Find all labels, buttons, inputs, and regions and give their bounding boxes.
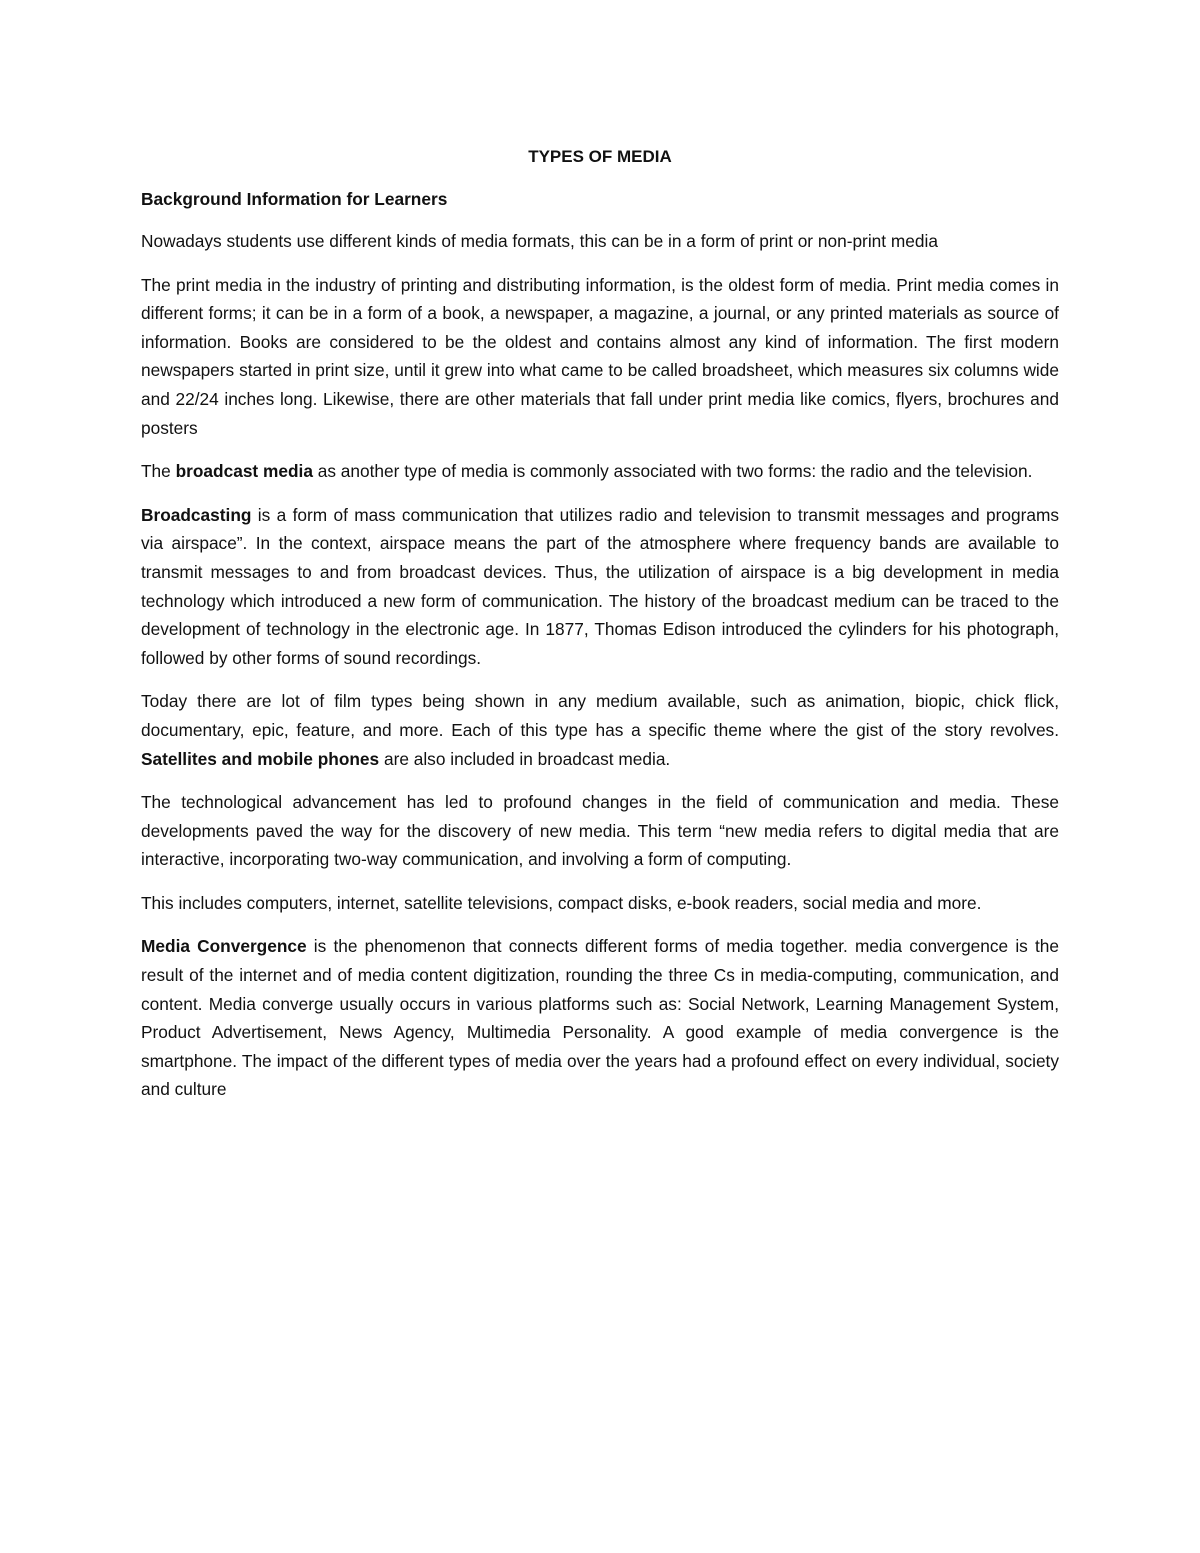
media-convergence-term: Media Convergence (141, 936, 307, 957)
broadcast-media-paragraph (141, 457, 1059, 486)
intro-paragraph: Nowadays students use different kinds of media formats, this can be in a form of print or non-print media (141, 231, 938, 251)
broadcast-rest-text: as another type of media is commonly associated with two forms: the radio and the television. (312, 461, 1033, 482)
broadcasting-paragraph (141, 501, 1059, 673)
broadcasting-term: Broadcasting (141, 504, 252, 525)
broadcast-lead-text: The (141, 461, 176, 482)
convergence-rest-text: is the phenomenon that connects different forms of media together. media convergence is the result of the internet and of media content digitization, rounding the three Cs in media-computing, communication, and content. Media converge usually occurs in various platforms such as: Social Network, Learning Management System, Product Advertisement, News Agency, Multimedia Personality. A good example of media convergence is the smartphone. The impact of the different types of media over the years had a profound effect on every individual, society and culture (141, 936, 1059, 1100)
satellites-term: Satellites and mobile phones (141, 748, 380, 769)
film-types-paragraph (141, 687, 1059, 773)
film-rest-text: are also included in broadcast media. (379, 748, 671, 769)
section-subheading: Background Information for Learners (141, 189, 448, 209)
page-title: TYPES OF MEDIA (528, 147, 672, 166)
new-media-paragraph: The technological advancement has led to profound changes in the field of communication and media. These developments paved the way for the discovery of new media. This term “new media refers to digital media that are interactive, incorporating two-way communication, and involving a form of computing. (141, 792, 1059, 870)
broadcasting-rest-text: is a form of mass communication that utilizes radio and television to transmit messages and programs via airspace”. In the context, airspace means the part of the atmosphere where frequency bands are available to transmit messages to and from broadcast devices. Thus, the utilization of airspace is a big development in media technology which introduced a new form of communication. The history of the broadcast medium can be traced to the development of technology in the electronic age. In 1877, Thomas Edison introduced the cylinders for his photograph, followed by other forms of sound recordings. (141, 504, 1059, 668)
media-convergence-paragraph (141, 932, 1059, 1104)
document-body (141, 144, 1059, 1119)
film-lead-text: Today there are lot of film types being shown in any medium available, such as animation, biopic, chick flick, documentary, epic, feature, and more. Each of this type has a specific theme where the gist of the story revolves. (141, 691, 1059, 740)
broadcast-media-term: broadcast media (175, 461, 313, 482)
includes-paragraph: This includes computers, internet, satellite televisions, compact disks, e-book readers, social media and more. (141, 892, 982, 913)
print-media-paragraph: The print media in the industry of printing and distributing information, is the oldest form of media. Print media comes in different forms; it can be in a form of a book, a newspaper, a magazine, a journal, or any printed materials as source of information. Books are considered to be the oldest and contains almost any kind of information. The first modern newspapers started in print size, until it grew into what came to be called broadsheet, which measures six columns wide and 22/24 inches long. Likewise, there are other materials that fall under print media like comics, flyers, brochures and posters (141, 274, 1059, 438)
